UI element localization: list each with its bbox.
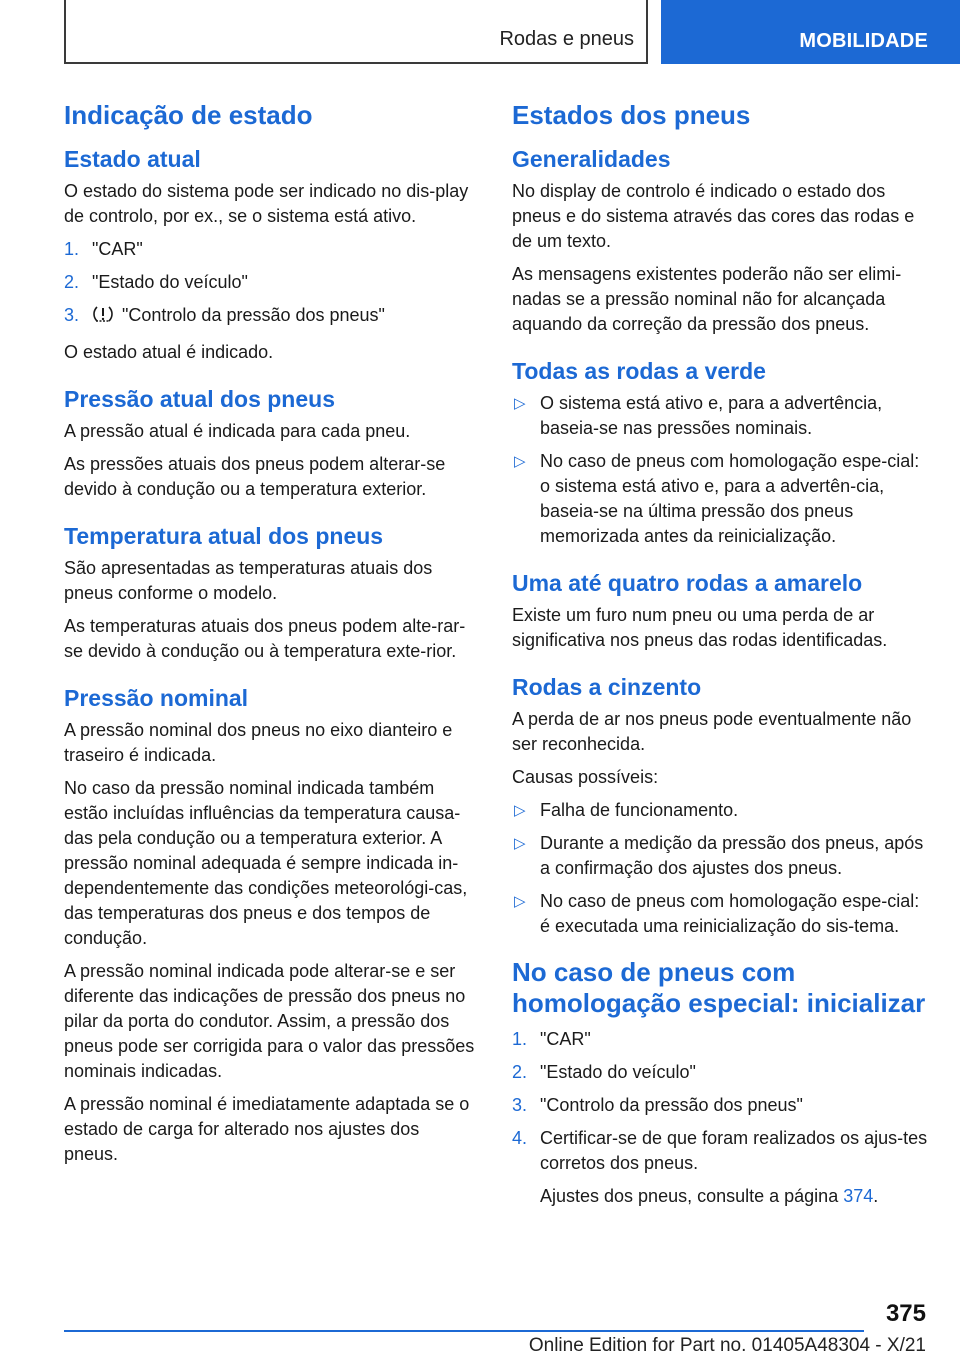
heading-pressao-atual: Pressão atual dos pneus (64, 386, 335, 412)
bullet-list (512, 391, 932, 549)
paragraph: A pressão nominal indicada pode alterar-se e ser diferente das indicações de pressão dos pneus no pilar da porta do condutor. Assim, a pressão dos pneus pode ser corrigida para o valor das pressões nominais indicadas. (64, 961, 475, 1081)
paragraph: As pressões atuais dos pneus podem alterar-se devido à condução ou a temperatura exterior. (64, 454, 446, 499)
left-column (64, 100, 478, 1175)
heading-generalidades: Generalidades (512, 146, 671, 172)
heading-temperatura-atual: Temperatura atual dos pneus (64, 523, 384, 549)
heading-estados-pneus: Estados dos pneus (512, 100, 751, 130)
list-item: 2. "Estado do veículo" (64, 272, 248, 292)
bullet-list (512, 798, 932, 939)
paragraph: O estado atual é indicado. (64, 342, 274, 362)
tire-pressure-warning-icon (92, 303, 114, 332)
triangle-bullet-icon: ▷ (514, 893, 526, 910)
steps-list (64, 237, 478, 332)
list-item: 2. "Estado do veículo" (512, 1062, 696, 1082)
footer-edition: Online Edition for Part no. 01405A48304 - X/21 (528, 1335, 926, 1356)
steps-list (512, 1027, 932, 1209)
list-item: 1. "CAR" (64, 239, 143, 259)
heading-pressao-nominal: Pressão nominal (64, 685, 249, 711)
list-item: ▷ Falha de funcionamento. (512, 798, 932, 823)
list-item: ▷ Durante a medição da pressão dos pneus, após a confirmação dos ajustes dos pneus. (514, 833, 924, 878)
list-item: 4. Certificar-se de que foram realizados os ajus-tes corretos dos pneus. Ajustes dos pneus, consulte a página 374. (512, 1126, 932, 1209)
triangle-bullet-icon: ▷ (514, 802, 526, 819)
triangle-bullet-icon: ▷ (514, 395, 526, 412)
paragraph: As temperaturas atuais dos pneus podem alte-rar-se devido à condução ou à temperatura exte-rior. (64, 616, 466, 661)
heading-rodas-amarelo: Uma até quatro rodas a amarelo (512, 570, 863, 596)
list-item: 3. "Controlo da pressão dos pneus" (512, 1095, 803, 1115)
paragraph: O estado do sistema pode ser indicado no dis-play de controlo, por ex., se o sistema está ativo. (64, 181, 469, 226)
paragraph: As mensagens existentes poderão não ser elimi-nadas se a pressão nominal não for alcançada aquando da correção da pressão dos pneus. (512, 264, 902, 334)
header-section-title: Rodas e pneus (499, 28, 634, 50)
header-section-box (64, 0, 648, 64)
list-item: 1. "CAR" (512, 1029, 591, 1049)
paragraph: No caso da pressão nominal indicada também estão incluídas influências da temperatura causa-das pela condução ou a temperatura exterior. A pressão nominal adequada é sempre indicada in-dependentemente das condições meteorológi-cas, das temperaturas dos pneus e dos tempos de condução. (64, 778, 468, 948)
header-chapter-tab[interactable] (661, 0, 960, 64)
triangle-bullet-icon: ▷ (514, 835, 526, 852)
footer-divider (64, 1330, 864, 1332)
heading-rodas-cinzento: Rodas a cinzento (512, 674, 702, 700)
list-item: 3. "Controlo da pressão dos pneus" (64, 303, 478, 332)
cross-reference: Ajustes dos pneus, consulte a página 374. (540, 1186, 879, 1206)
heading-indicacao-estado: Indicação de estado (64, 100, 313, 130)
paragraph: Causas possíveis: (512, 767, 659, 787)
right-column (512, 100, 932, 1217)
header-chapter-title: MOBILIDADE (799, 30, 928, 52)
triangle-bullet-icon: ▷ (514, 453, 526, 470)
page-link[interactable]: 374 (843, 1186, 874, 1206)
heading-rodas-verde: Todas as rodas a verde (512, 358, 766, 384)
list-item: ▷ O sistema está ativo e, para a advertência, baseia-se nas pressões nominais. (514, 393, 883, 438)
list-item: ▷ No caso de pneus com homologação espe-cial: é executada uma reinicialização do sis-tema. (514, 891, 920, 936)
paragraph: A pressão nominal dos pneus no eixo dianteiro e traseiro é indicada. (64, 720, 453, 765)
paragraph: A perda de ar nos pneus pode eventualmente não ser reconhecida. (512, 709, 912, 754)
paragraph: A pressão atual é indicada para cada pneu. (64, 421, 411, 441)
paragraph: No display de controlo é indicado o estado dos pneus e do sistema através das cores das rodas e de um texto. (512, 181, 915, 251)
paragraph: São apresentadas as temperaturas atuais dos pneus conforme o modelo. (64, 558, 433, 603)
heading-estado-atual: Estado atual (64, 146, 201, 172)
list-item: ▷ No caso de pneus com homologação espe-cial: o sistema está ativo e, para a advertên-cia, baseia-se na última pressão dos pneus memorizada antes da reinicialização. (514, 451, 920, 546)
paragraph: Existe um furo num pneu ou uma perda de ar significativa nos pneus das rodas identificadas. (512, 605, 888, 650)
page-number: 375 (885, 1300, 926, 1327)
heading-inicializar: No caso de pneus com homologação especial: inicializar (512, 957, 926, 1018)
paragraph: A pressão nominal é imediatamente adaptada se o estado de carga for alterado nos ajustes dos pneus. (64, 1094, 470, 1164)
